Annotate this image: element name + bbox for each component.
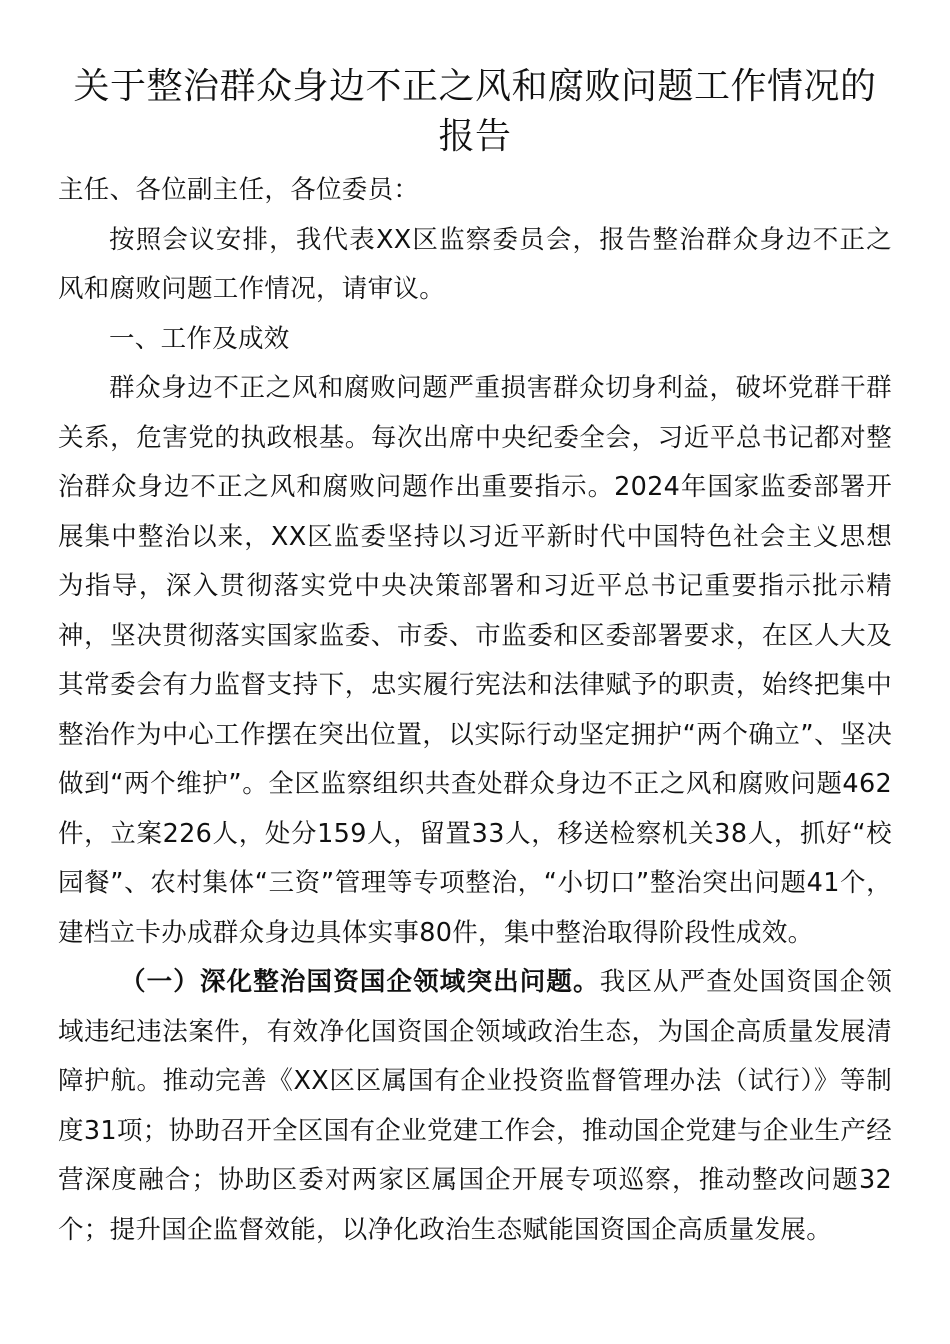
document-title: 关于整治群众身边不正之风和腐败问题工作情况的报告 — [73, 66, 877, 157]
subsection-heading: （一）深化整治国资国企领域突出问题。 — [120, 967, 600, 997]
section-heading: 一、工作及成效 — [109, 323, 290, 354]
subsection-body: 我区从严查处国资国企领域违纪违法案件，有效净化国资国企领域政治生态，为国企高质量发展清障护航。推动完善《XX区区属国有企业投资监督管理办法（试行）》等制度31项；协助召开全区国有企业党建工作会，推动国企党建与企业生产经营深度融合；协助区委对两家区属国企开展专项巡察，推动整改问题32个；提升国企监督效能，以净化政治生态赋能国资国企高质量发展。 — [58, 967, 892, 1245]
body-paragraph: 群众身边不正之风和腐败问题严重损害群众切身利益，破坏党群干群关系，危害党的执政根基。每次出席中央纪委全会，习近平总书记都对整治群众身边不正之风和腐败问题作出重要指示。2024年国家监委部署开展集中整治以来，XX区监委坚持以习近平新时代中国特色社会主义思想为指导，深入贯彻落实党中央决策部署和习近平总书记重要指示批示精神，坚决贯彻落实国家监委、市委、市监委和区委部署要求，在区人大及其常委会有力监督支持下，忠实履行宪法和法律赋予的职责，始终把集中整治作为中心工作摆在突出位置，以实际行动坚定拥护“两个确立”、坚决做到“两个维护”。全区监察组织共查处群众身边不正之风和腐败问题462件，立案226人，处分159人，留置33人，移送检察机关38人，抓好“校园餐”、农村集体“三资”管理等专项整治，“小切口”整治突出问题41个，建档立卡办成群众身边具体实事80件，集中整治取得阶段性成效。 — [58, 373, 892, 948]
salutation: 主任、各位副主任，各位委员： — [58, 175, 420, 205]
subsection-paragraph — [58, 958, 892, 1255]
intro-paragraph: 按照会议安排，我代表XX区监察委员会，报告整治群众身边不正之风和腐败问题工作情况，请审议。 — [58, 224, 892, 304]
